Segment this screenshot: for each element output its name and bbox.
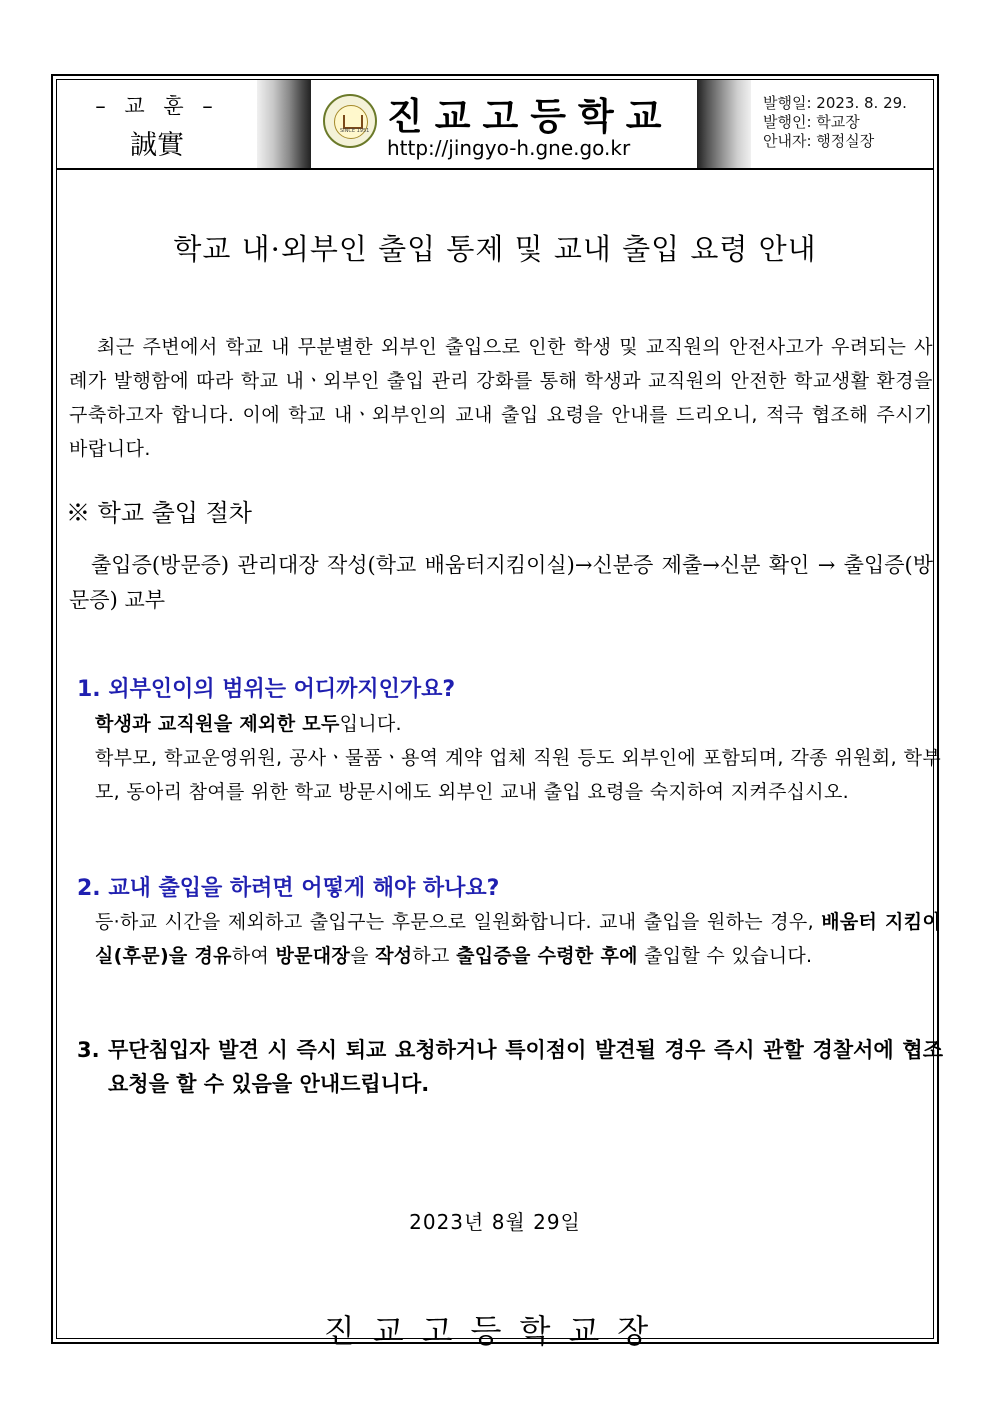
notice-3-text: 무단침입자 발견 시 즉시 퇴교 요청하거나 특이점이 발견될 경우 즉시 관할 경찰서에 협조 요청을 할 수 있음을 안내드립니다. [108, 1038, 943, 1096]
procedure-text: 출입증(방문증) 관리대장 작성(학교 배움터지킴이실)→신분증 제출→신분 확인 → 출입증(방문증) 교부 [69, 553, 933, 612]
contact-person: 안내자: 행정실장 [763, 132, 875, 150]
letterhead [57, 80, 933, 170]
answer-2 [95, 905, 941, 973]
answer-1-bold: 학생과 교직원을 제외한 모두 [95, 713, 340, 735]
document-date: 2023년 8월 29일 [409, 1210, 581, 1234]
answer-2-bold-3: 작성 [375, 945, 413, 967]
school-url[interactable]: http://jingyo-h.gne.go.kr [387, 136, 631, 160]
school-motto [57, 80, 257, 168]
question-2: 2. 교내 출입을 하려면 어떻게 해야 하나요? [77, 876, 500, 901]
answer-2-part-3: 을 [350, 945, 376, 967]
answer-2-part-4: 하고 [412, 945, 457, 967]
procedure-heading: ※ 학교 출입 절차 [66, 499, 252, 527]
issuer: 발행인: 학교장 [763, 113, 860, 131]
motto-label: – 교 훈 – [95, 94, 219, 118]
answer-2-part-2: 하여 [231, 945, 276, 967]
document-title: 학교 내·외부인 출입 통제 및 교내 출입 요령 안내 [173, 232, 817, 266]
header-gradient-left [257, 80, 311, 168]
answer-1-lead [95, 707, 941, 741]
document-frame [51, 74, 943, 1350]
notice-3 [77, 1033, 943, 1101]
school-identity [311, 80, 697, 168]
emblem-mark [343, 115, 363, 129]
principal-signature: 진교고등학교장 [323, 1312, 667, 1350]
motto-text: 誠實 [130, 130, 184, 161]
answer-2-part-5: 출입할 수 있습니다. [637, 945, 813, 967]
school-name: 진교고등학교 [387, 95, 674, 138]
answer-2-part-1: 등·하교 시간을 제외하고 출입구는 후문으로 일원화합니다. 교내 출입을 원하는 경우, [95, 911, 822, 933]
header-gradient-right [697, 80, 751, 168]
issue-date: 발행일: 2023. 8. 29. [763, 94, 907, 112]
answer-1-detail: 학부모, 학교운영위원, 공사ㆍ물품ㆍ용역 계약 업체 직원 등도 외부인에 포함되며, 각종 위원회, 학부모, 동아리 참여를 위한 학교 방문시에도 외부인 교내 출입 요령을 숙지하여 지켜주십시오. [95, 747, 941, 803]
document-inner-border [56, 79, 943, 1350]
notice-3-number: 3. [77, 1038, 100, 1062]
answer-2-bold-2: 방문대장 [275, 945, 351, 967]
answer-2-bold-4: 출입증을 수령한 후에 [456, 945, 638, 967]
intro-paragraph: 최근 주변에서 학교 내 무분별한 외부인 출입으로 인한 학생 및 교직원의 안전사고가 우려되는 사례가 발행함에 따라 학교 내ㆍ외부인 출입 관리 강화를 통해 학생과 교직원의 안전한 학교생활 환경을 구축하고자 합니다. 이에 학교 내ㆍ외부인의 교내 출입 요령을 안내를 드리오니, 적극 협조해 주시기 바랍니다. [69, 336, 933, 460]
answer-1-tail: 입니다. [339, 713, 402, 735]
school-emblem-icon [323, 94, 377, 148]
answer-2-bold-1: 배움터 지킴이실(후문)을 경유 [95, 911, 941, 967]
emblem-since-text: SINCE 1951 [340, 128, 370, 134]
question-1: 1. 외부인이의 범위는 어디까지인가요? [77, 677, 456, 702]
issue-info [763, 94, 907, 151]
